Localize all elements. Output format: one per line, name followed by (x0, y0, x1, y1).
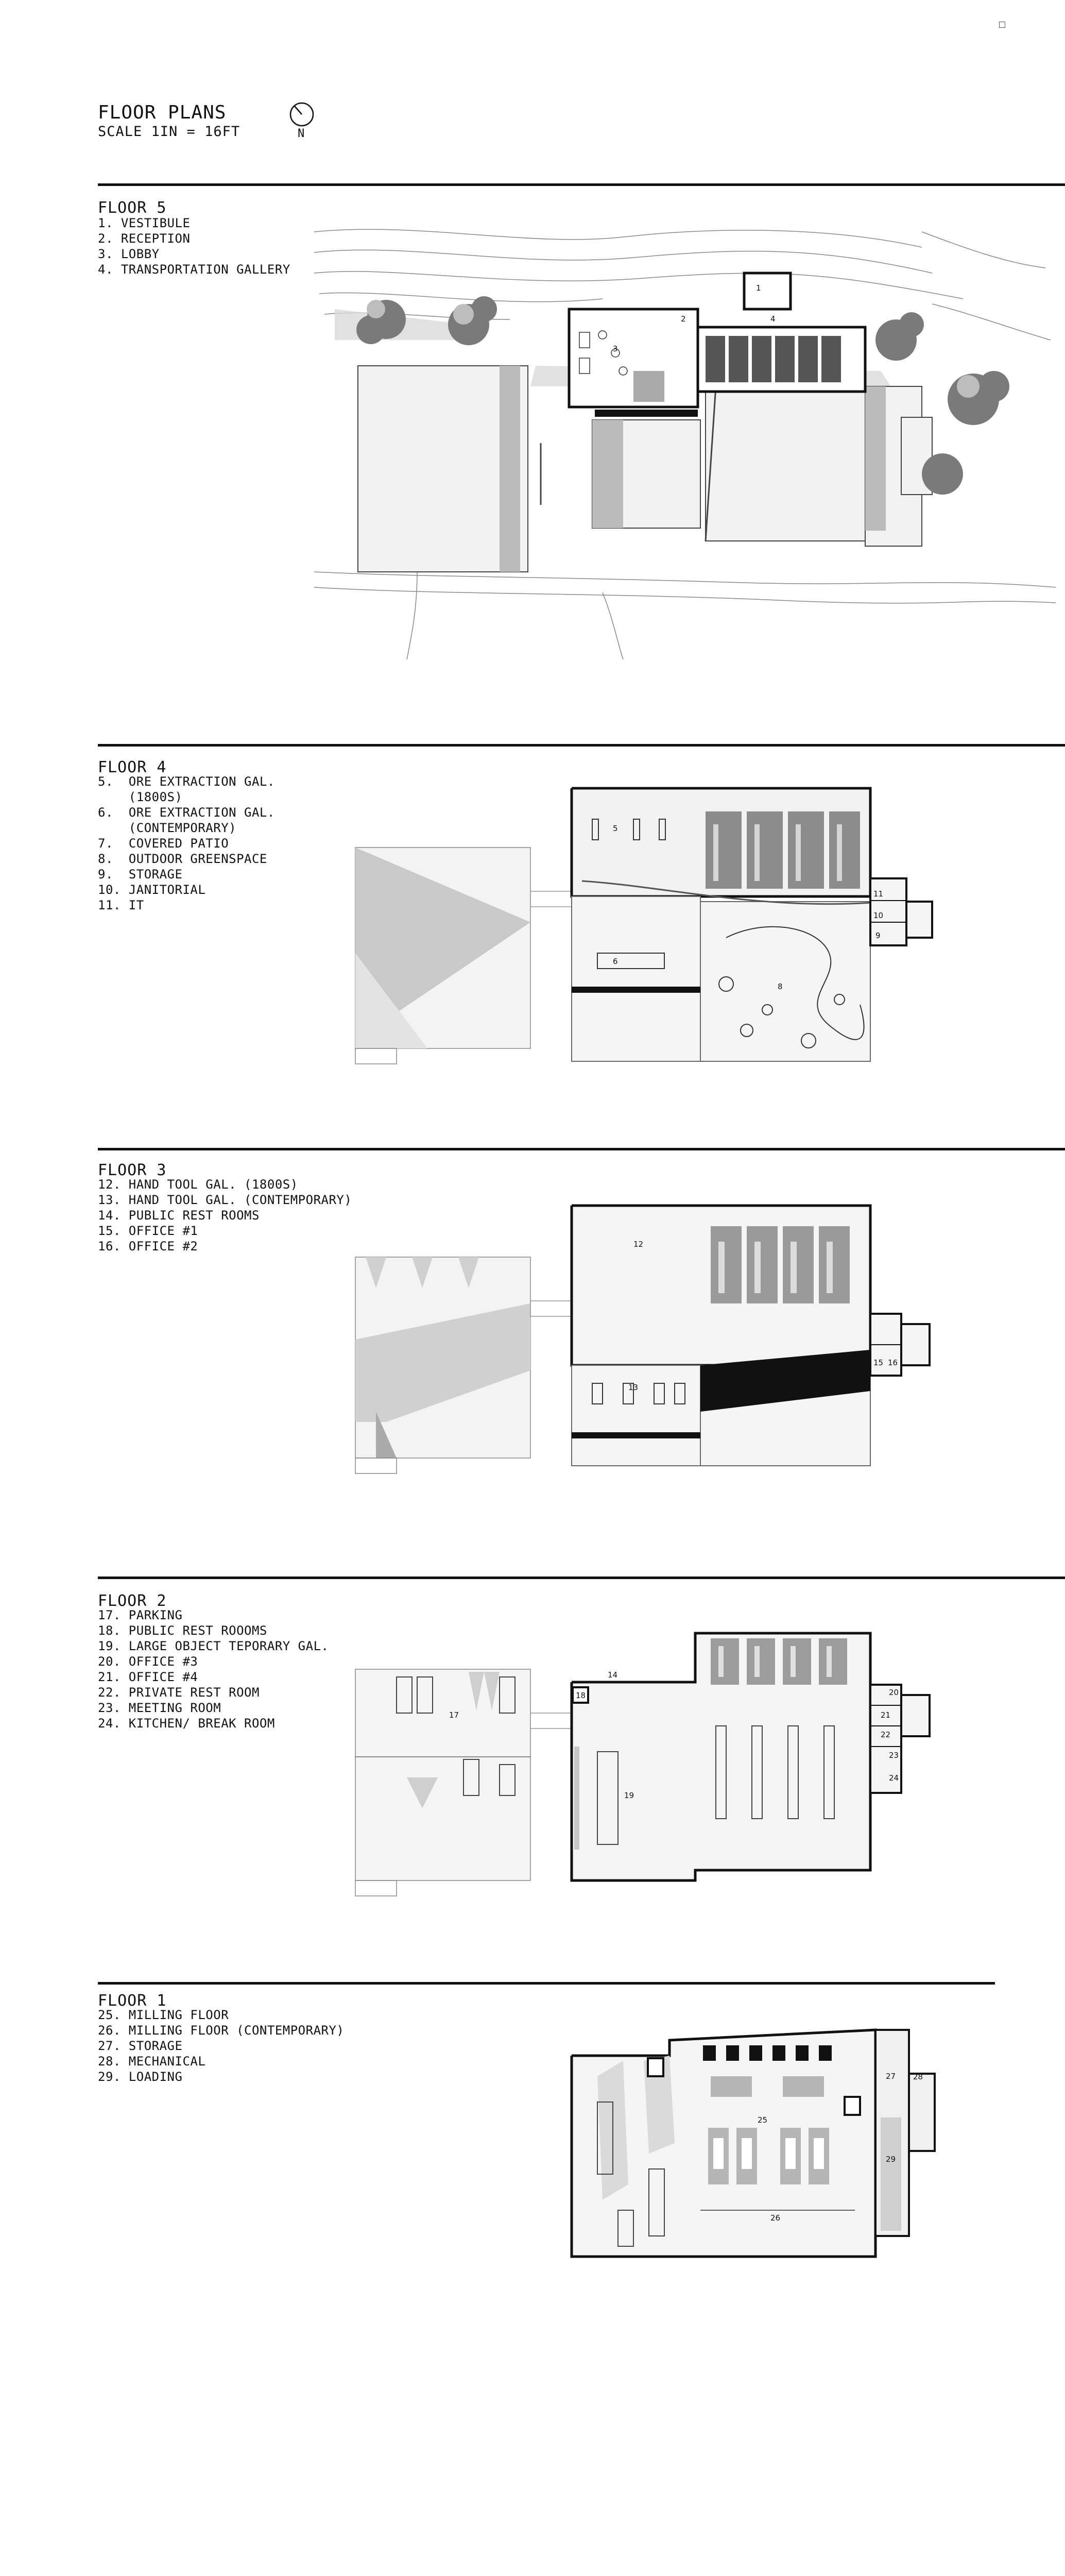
legend-item: 22. PRIVATE REST ROOM (98, 1685, 260, 1700)
floor-2-divider (98, 1577, 1065, 1579)
legend-item: 9. STORAGE (98, 867, 183, 882)
floor-4-plan (355, 783, 942, 1072)
room-tag: 1 (756, 283, 761, 293)
legend-item: 13. HAND TOOL GAL. (CONTEMPORARY) (98, 1193, 352, 1207)
room-tag: 2 (681, 314, 686, 324)
legend-item: 24. KITCHEN/ BREAK ROOM (98, 1716, 275, 1731)
legend-item: 6. ORE EXTRACTION GAL. (98, 805, 275, 820)
legend-item: 8. OUTDOOR GREENSPACE (98, 852, 267, 866)
legend-item: 20. OFFICE #3 (98, 1654, 198, 1669)
legend-item: 25. MILLING FLOOR (98, 2008, 229, 2022)
floor-1-plan (566, 2014, 958, 2272)
room-tag: 17 (449, 1710, 459, 1720)
page-title: FLOOR PLANS (98, 102, 227, 123)
floor-4-divider (98, 744, 1065, 747)
legend-item: 5. ORE EXTRACTION GAL. (98, 774, 275, 789)
legend-item: 15. OFFICE #1 (98, 1224, 198, 1238)
room-tag: 20 (889, 1688, 899, 1697)
floor-1-divider (98, 1982, 995, 1985)
legend-item: (1800S) (98, 790, 183, 804)
room-tag: 14 (608, 1670, 618, 1680)
legend-item: 7. COVERED PATIO (98, 836, 229, 851)
floor-3-divider (98, 1148, 1065, 1150)
room-tag: 4 (770, 314, 776, 324)
room-tag: 5 (613, 824, 618, 833)
legend-item: 4. TRANSPORTATION GALLERY (98, 262, 290, 277)
legend-item: 26. MILLING FLOOR (CONTEMPORARY) (98, 2023, 345, 2038)
room-tag: 8 (778, 982, 783, 991)
legend-item: 12. HAND TOOL GAL. (1800S) (98, 1177, 298, 1192)
room-tag: 23 (889, 1751, 899, 1760)
room-tag: 9 (875, 931, 881, 940)
legend-item: 10. JANITORIAL (98, 883, 206, 897)
legend-item: 28. MECHANICAL (98, 2054, 206, 2069)
room-tag: 22 (881, 1730, 891, 1739)
floor-2-plan (355, 1623, 942, 1901)
legend-item: 3. LOBBY (98, 247, 160, 261)
legend-item: 16. OFFICE #2 (98, 1239, 198, 1253)
page-scale: SCALE 1IN = 16FT (98, 124, 241, 140)
floor-2-title: FLOOR 2 (98, 1592, 167, 1610)
room-tag: 16 (888, 1358, 898, 1367)
floor-5-title: FLOOR 5 (98, 199, 167, 217)
room-tag: 3 (613, 344, 618, 353)
floor-4-legend (98, 774, 275, 913)
room-tag: 10 (873, 911, 884, 920)
floor-1-title: FLOOR 1 (98, 1992, 167, 2010)
floor-3-plan (355, 1195, 942, 1484)
room-tag: 21 (881, 1710, 891, 1720)
room-tag: 26 (770, 2213, 781, 2223)
room-tag: 12 (633, 1240, 644, 1249)
room-tag: 11 (873, 889, 884, 899)
legend-item: 17. PARKING (98, 1608, 183, 1622)
legend-item: 18. PUBLIC REST ROOOMS (98, 1623, 267, 1638)
floor-3-legend (98, 1177, 352, 1254)
legend-item: 29. LOADING (98, 2070, 183, 2084)
legend-item: 11. IT (98, 898, 144, 912)
room-tag: 29 (886, 2155, 896, 2164)
legend-item: 23. MEETING ROOM (98, 1701, 221, 1715)
floor-2-legend (98, 1607, 329, 1731)
north-label: N (298, 127, 305, 140)
room-tag: 6 (613, 957, 618, 966)
room-tag: 25 (758, 2115, 768, 2125)
legend-item: 27. STORAGE (98, 2039, 183, 2053)
room-tag: 13 (628, 1383, 639, 1392)
legend-item: 1. VESTIBULE (98, 216, 191, 230)
room-tag: 27 (886, 2072, 896, 2081)
floor-3-title: FLOOR 3 (98, 1161, 167, 1179)
floor-4-title: FLOOR 4 (98, 758, 167, 776)
floor-5-divider (98, 183, 1065, 186)
floor-1-legend (98, 2007, 344, 2084)
floor-5-plan (314, 216, 1056, 670)
room-tag: 19 (624, 1791, 634, 1800)
legend-item: 19. LARGE OBJECT TEPORARY GAL. (98, 1639, 329, 1653)
legend-item: 14. PUBLIC REST ROOMS (98, 1208, 260, 1223)
room-tag: 18 (576, 1691, 586, 1700)
legend-item: 21. OFFICE #4 (98, 1670, 198, 1684)
corner-marker (999, 22, 1005, 28)
floor-5-legend (98, 215, 290, 277)
room-tag: 28 (913, 2072, 923, 2081)
legend-item: 2. RECEPTION (98, 231, 191, 246)
room-tag: 15 (873, 1358, 884, 1367)
room-tag: 24 (889, 1773, 899, 1783)
legend-item: (CONTEMPORARY) (98, 821, 237, 835)
